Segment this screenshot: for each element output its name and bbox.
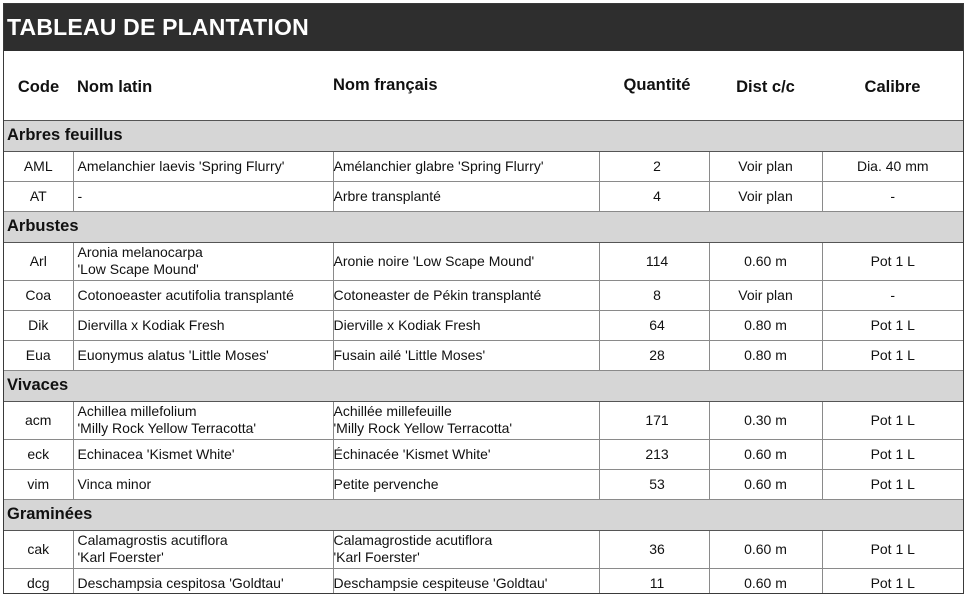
latin-name-line: 'Low Scape Mound' — [77, 261, 199, 277]
french-name-line: 'Karl Foerster' — [333, 549, 420, 565]
latin-name-line: 'Milly Rock Yellow Terracotta' — [77, 420, 257, 436]
latin-name-line: - — [77, 187, 83, 204]
table-row — [4, 439, 963, 469]
header-row — [4, 51, 963, 120]
cell-code: AT — [4, 181, 73, 211]
cell-latin-name — [73, 439, 333, 469]
cell-code: Dik — [4, 310, 73, 340]
cell-caliber: Pot 1 L — [822, 439, 963, 469]
latin-name-line: Vinca minor — [77, 475, 152, 492]
cell-caliber: Pot 1 L — [822, 530, 963, 568]
cell-french-name — [333, 242, 599, 280]
cell-code: Coa — [4, 280, 73, 310]
cell-latin-name — [73, 568, 333, 594]
cell-caliber: Pot 1 L — [822, 469, 963, 499]
cell-french-name — [333, 469, 599, 499]
cell-code: Arl — [4, 242, 73, 280]
cell-quantity: 53 — [599, 469, 709, 499]
header-caliber: Calibre — [864, 77, 921, 96]
cell-french-name — [333, 310, 599, 340]
section-title: Arbustes — [4, 211, 963, 242]
cell-distance: 0.60 m — [709, 530, 822, 568]
cell-french-name — [333, 151, 599, 181]
french-name-line: Dierville x Kodiak Fresh — [333, 316, 481, 333]
table-title: TABLEAU DE PLANTATION — [7, 14, 309, 40]
latin-name-line: Echinacea 'Kismet White' — [77, 445, 235, 462]
cell-french-name — [333, 439, 599, 469]
section-title: Arbres feuillus — [4, 120, 963, 151]
latin-name-line: Achillea millefolium — [77, 403, 197, 419]
cell-distance: 0.30 m — [709, 401, 822, 439]
cell-latin-name — [73, 151, 333, 181]
cell-caliber: - — [822, 280, 963, 310]
table-row — [4, 280, 963, 310]
cell-distance: Voir plan — [709, 280, 822, 310]
cell-quantity: 8 — [599, 280, 709, 310]
cell-french-name — [333, 568, 599, 594]
cell-distance: 0.80 m — [709, 310, 822, 340]
cell-distance: 0.60 m — [709, 242, 822, 280]
cell-distance: 0.60 m — [709, 568, 822, 594]
cell-distance: 0.60 m — [709, 469, 822, 499]
cell-caliber: - — [822, 181, 963, 211]
cell-french-name — [333, 181, 599, 211]
table-row — [4, 568, 963, 594]
cell-distance: 0.80 m — [709, 340, 822, 370]
cell-code: AML — [4, 151, 73, 181]
section-row — [4, 211, 963, 242]
header-quantity: Quantité — [623, 75, 691, 94]
french-name-line: Arbre transplanté — [333, 187, 441, 204]
french-name-line: Deschampsie cespiteuse 'Goldtau' — [333, 574, 548, 591]
cell-code: acm — [4, 401, 73, 439]
cell-caliber: Pot 1 L — [822, 340, 963, 370]
french-name-line: Aronie noire 'Low Scape Mound' — [333, 252, 535, 269]
title-bar — [4, 4, 963, 51]
latin-name-line: Aronia melanocarpa — [77, 244, 203, 260]
cell-quantity: 64 — [599, 310, 709, 340]
table-row — [4, 181, 963, 211]
cell-latin-name — [73, 242, 333, 280]
section-title: Vivaces — [4, 370, 963, 401]
cell-distance: Voir plan — [709, 151, 822, 181]
cell-quantity: 4 — [599, 181, 709, 211]
latin-name-line: Calamagrostis acutiflora — [77, 532, 228, 548]
header-distance: Dist c/c — [736, 77, 795, 96]
section-row — [4, 370, 963, 401]
cell-code: vim — [4, 469, 73, 499]
cell-latin-name — [73, 340, 333, 370]
latin-name-line: Diervilla x Kodiak Fresh — [77, 316, 225, 333]
french-name-line: Échinacée 'Kismet White' — [333, 445, 491, 462]
cell-quantity: 114 — [599, 242, 709, 280]
cell-caliber: Pot 1 L — [822, 310, 963, 340]
table-row — [4, 310, 963, 340]
cell-latin-name — [73, 280, 333, 310]
planting-table-frame — [3, 3, 964, 594]
french-name-line: Calamagrostide acutiflora — [333, 532, 493, 548]
cell-french-name — [333, 340, 599, 370]
cell-quantity: 2 — [599, 151, 709, 181]
cell-code: dcg — [4, 568, 73, 594]
table-row — [4, 401, 963, 439]
latin-name-line: 'Karl Foerster' — [77, 549, 164, 565]
cell-latin-name — [73, 401, 333, 439]
french-name-line: Petite pervenche — [333, 475, 439, 492]
section-title: Graminées — [4, 499, 963, 530]
cell-code: Eua — [4, 340, 73, 370]
table-row — [4, 242, 963, 280]
section-row — [4, 499, 963, 530]
french-name-line: Achillée millefeuille — [333, 403, 452, 419]
cell-french-name — [333, 280, 599, 310]
section-row — [4, 120, 963, 151]
header-latin-name: Nom latin — [77, 77, 153, 96]
french-name-line: Amélanchier glabre 'Spring Flurry' — [333, 157, 544, 174]
cell-quantity: 171 — [599, 401, 709, 439]
latin-name-line: Deschampsia cespitosa 'Goldtau' — [77, 574, 284, 591]
cell-code: cak — [4, 530, 73, 568]
table-body — [4, 120, 963, 594]
table-row — [4, 469, 963, 499]
cell-french-name — [333, 530, 599, 568]
cell-quantity: 28 — [599, 340, 709, 370]
cell-caliber: Pot 1 L — [822, 401, 963, 439]
french-name-line: 'Milly Rock Yellow Terracotta' — [333, 420, 513, 436]
cell-caliber: Pot 1 L — [822, 242, 963, 280]
cell-distance: 0.60 m — [709, 439, 822, 469]
table-row — [4, 151, 963, 181]
header-french-name: Nom français — [333, 75, 438, 94]
cell-latin-name — [73, 310, 333, 340]
french-name-line: Fusain ailé 'Little Moses' — [333, 346, 486, 363]
cell-code: eck — [4, 439, 73, 469]
cell-quantity: 36 — [599, 530, 709, 568]
cell-distance: Voir plan — [709, 181, 822, 211]
cell-caliber: Dia. 40 mm — [822, 151, 963, 181]
cell-caliber: Pot 1 L — [822, 568, 963, 594]
table-row — [4, 340, 963, 370]
cell-latin-name — [73, 469, 333, 499]
header-code: Code — [17, 77, 60, 96]
cell-quantity: 11 — [599, 568, 709, 594]
table-row — [4, 530, 963, 568]
french-name-line: Cotoneaster de Pékin transplanté — [333, 286, 542, 303]
latin-name-line: Euonymus alatus 'Little Moses' — [77, 346, 269, 363]
cell-french-name — [333, 401, 599, 439]
latin-name-line: Amelanchier laevis 'Spring Flurry' — [77, 157, 285, 174]
cell-latin-name — [73, 530, 333, 568]
planting-table — [4, 51, 963, 594]
cell-quantity: 213 — [599, 439, 709, 469]
cell-latin-name — [73, 181, 333, 211]
latin-name-line: Cotonoeaster acutifolia transplanté — [77, 286, 294, 303]
